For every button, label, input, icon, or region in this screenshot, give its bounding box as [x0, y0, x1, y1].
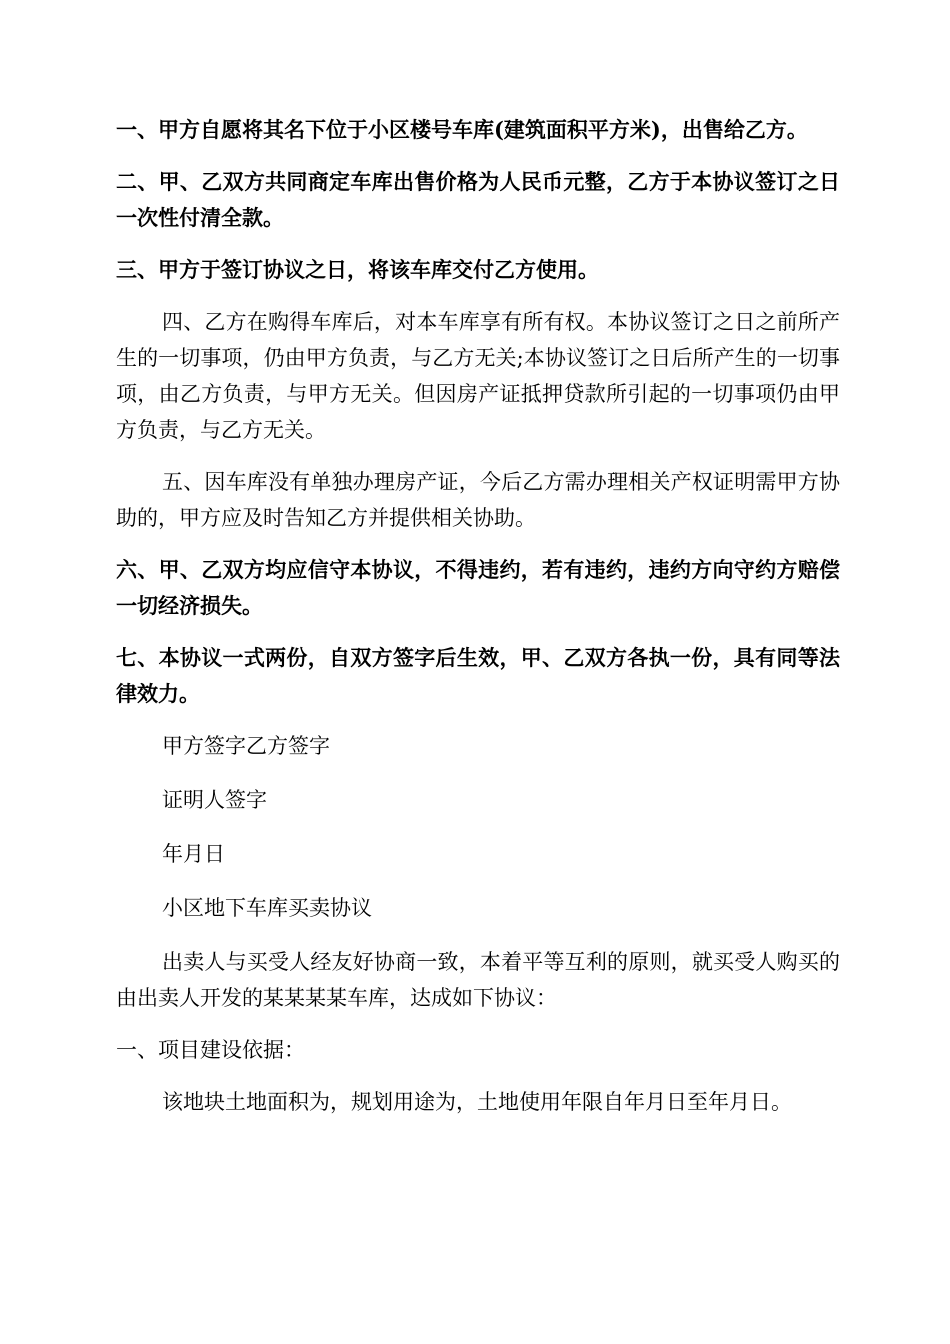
clause-7: 七、本协议一式两份，自双方签字后生效，甲、乙双方各执一份，具有同等法律效力。 — [116, 645, 840, 706]
agreement-title: 小区地下车库买卖协议 — [162, 896, 372, 920]
clause-5: 五、因车库没有单独办理房产证，今后乙方需办理相关产权证明需甲方协助的，甲方应及时告知乙方并提供相关协助。 — [116, 470, 840, 530]
land-info: 该地块土地面积为，规划用途为，土地使用年限自年月日至年月日。 — [162, 1090, 792, 1114]
clause-2: 二、甲、乙双方共同商定车库出售价格为人民币元整，乙方于本协议签订之日一次性付清全款。 — [116, 169, 840, 230]
document-body — [116, 112, 840, 1136]
section-heading: 一、项目建设依据： — [116, 1038, 305, 1062]
signature-date: 年月日 — [162, 842, 225, 866]
clause-6: 六、甲、乙双方均应信守本协议，不得违约，若有违约，违约方向守约方赔偿一切经济损失。 — [116, 557, 840, 618]
signature-witness: 证明人签字 — [162, 788, 267, 812]
clause-1: 一、甲方自愿将其名下位于小区楼号车库(建筑面积平方米)，出售给乙方。 — [116, 117, 808, 142]
clause-4: 四、乙方在购得车库后，对本车库享有所有权。本协议签订之日之前所产生的一切事项，仍由甲方负责，与乙方无关;本协议签订之日后所产生的一切事项，由乙方负责，与甲方无关。但因房产证抵押贷款所引起的一切事项仍由甲方负责，与乙方无关。 — [116, 310, 840, 442]
clause-3: 三、甲方于签订协议之日，将该车库交付乙方使用。 — [116, 257, 599, 282]
signature-parties: 甲方签字乙方签字 — [162, 734, 330, 758]
agreement-intro: 出卖人与买受人经友好协商一致，本着平等互利的原则，就买受人购买的由出卖人开发的某某某某车库，达成如下协议： — [116, 950, 840, 1010]
